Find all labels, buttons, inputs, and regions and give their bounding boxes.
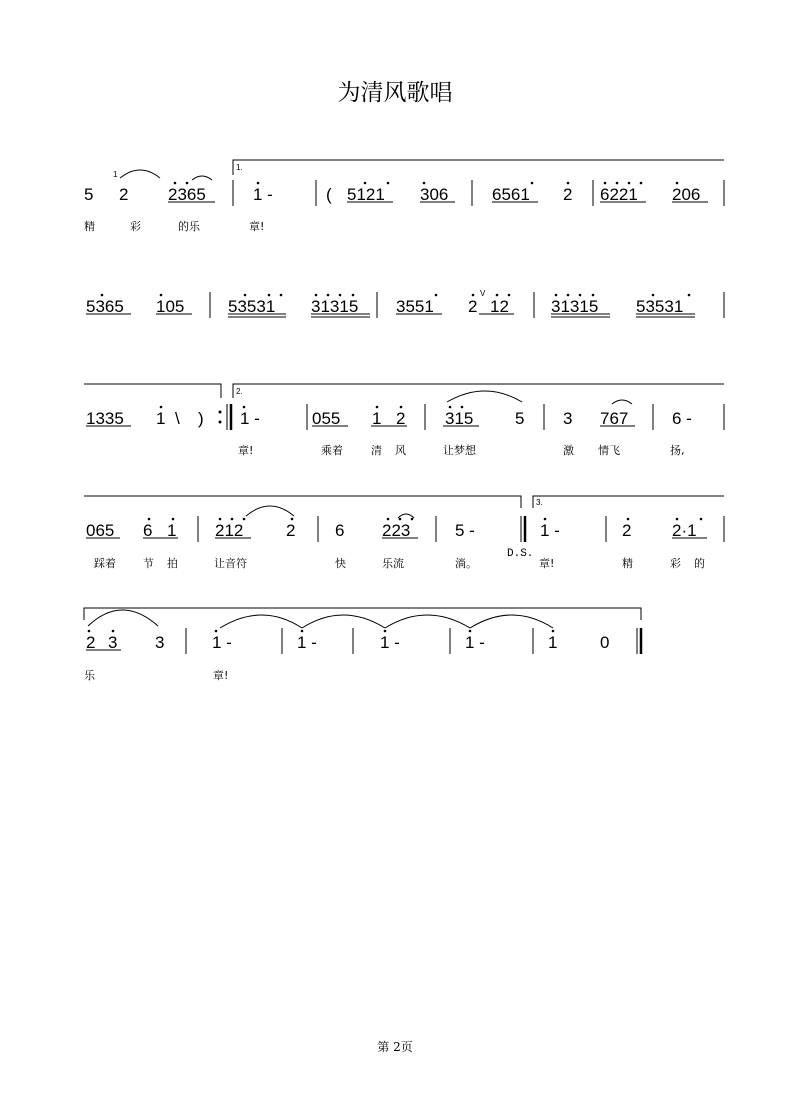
lyric: 拍 [167, 557, 178, 570]
note: ) [198, 409, 204, 428]
note: 315 [445, 409, 474, 428]
lyric: 彩 [130, 220, 141, 233]
note: 2 [286, 521, 296, 540]
note: 53531 [228, 297, 276, 316]
volta-bracket-1 [233, 160, 724, 175]
note: 6221 [600, 185, 638, 204]
note: 3 [108, 633, 118, 652]
note: 2 [396, 409, 406, 428]
note: 206 [672, 185, 701, 204]
note: 306 [420, 185, 449, 204]
note: 1 - [240, 409, 260, 428]
note: 6 [143, 521, 153, 540]
lyric: 章! [539, 557, 555, 570]
volta-bracket-1-end [84, 384, 221, 398]
note: 767 [600, 409, 629, 428]
note: 2 [119, 185, 129, 204]
note: 3 [155, 633, 165, 652]
lyric: 扬, [670, 444, 685, 457]
note: 6561 [492, 185, 530, 204]
note: 5 - [455, 521, 475, 540]
ds-marking: D.S. [507, 548, 534, 560]
lyric: 章! [249, 220, 265, 233]
note: 6 - [672, 409, 692, 428]
note: 1 [372, 409, 382, 428]
lyric: 激 [563, 444, 574, 457]
note: 1 - [465, 633, 485, 652]
note: 2 [622, 521, 632, 540]
note: 31315 [311, 297, 359, 316]
page-number: 第 2页 [377, 1040, 413, 1054]
note: 0 [600, 633, 610, 652]
lyric: 风 [395, 444, 406, 457]
lyric: 精 [84, 220, 95, 233]
note: 1 [156, 409, 166, 428]
lyric: 快 [335, 557, 346, 570]
lyric: 淌。 [455, 557, 477, 570]
lyric: 精 [622, 557, 633, 570]
note: 1 - [540, 521, 560, 540]
breath-mark: V [480, 289, 486, 298]
note: 5365 [86, 297, 124, 316]
lyric: 清 [371, 444, 382, 457]
note: 53531 [636, 297, 684, 316]
volta-bracket-2-end [84, 496, 521, 508]
note: 12 [490, 297, 509, 316]
note: 2 [468, 297, 478, 316]
note: 1 [548, 633, 558, 652]
lyric: 乘着 [321, 444, 343, 457]
lyric: 的 [694, 557, 705, 570]
note: 2·1 [672, 521, 697, 540]
volta-label: 2. [236, 387, 243, 396]
lyric: 章! [238, 444, 254, 457]
note: 1 [167, 521, 177, 540]
note: 31315 [551, 297, 599, 316]
note: 1 - [297, 633, 317, 652]
note: 1 - [212, 633, 232, 652]
lyric: 乐 [84, 669, 95, 682]
volta-label: 3. [536, 498, 543, 507]
lyric: 让音符 [214, 557, 247, 570]
note: 2 [86, 633, 96, 652]
note: 1335 [86, 409, 124, 428]
volta-label: 1. [236, 163, 243, 172]
note: 3 [563, 409, 573, 428]
note: 223 [382, 521, 411, 540]
grace-note: 1 [113, 170, 118, 179]
note: 5121 [347, 185, 385, 204]
lyric: 情飞 [598, 444, 620, 457]
lyric: 乐流 [382, 557, 404, 570]
lyric: 节 [143, 557, 154, 570]
lyric: 踩着 [94, 557, 116, 570]
note: 065 [86, 521, 115, 540]
note: 2 [563, 185, 573, 204]
lyric: 的乐 [178, 220, 200, 233]
page-title: 为清风歌唱 [337, 80, 453, 106]
note: 212 [215, 521, 244, 540]
note: 1 - [253, 185, 273, 204]
note: 6 [335, 521, 345, 540]
note: \ [175, 409, 180, 428]
volta-bracket-3 [533, 496, 724, 508]
note: 5 [84, 185, 94, 204]
note: 3551 [396, 297, 434, 316]
note: 5 [515, 409, 525, 428]
note: 1 - [380, 633, 400, 652]
note: 055 [312, 409, 341, 428]
note: ( [326, 185, 332, 204]
note: 105 [156, 297, 185, 316]
note: 2365 [168, 185, 206, 204]
lyric: 彩 [670, 557, 681, 570]
lyric: 章! [213, 669, 229, 682]
lyric: 让梦想 [443, 444, 476, 457]
